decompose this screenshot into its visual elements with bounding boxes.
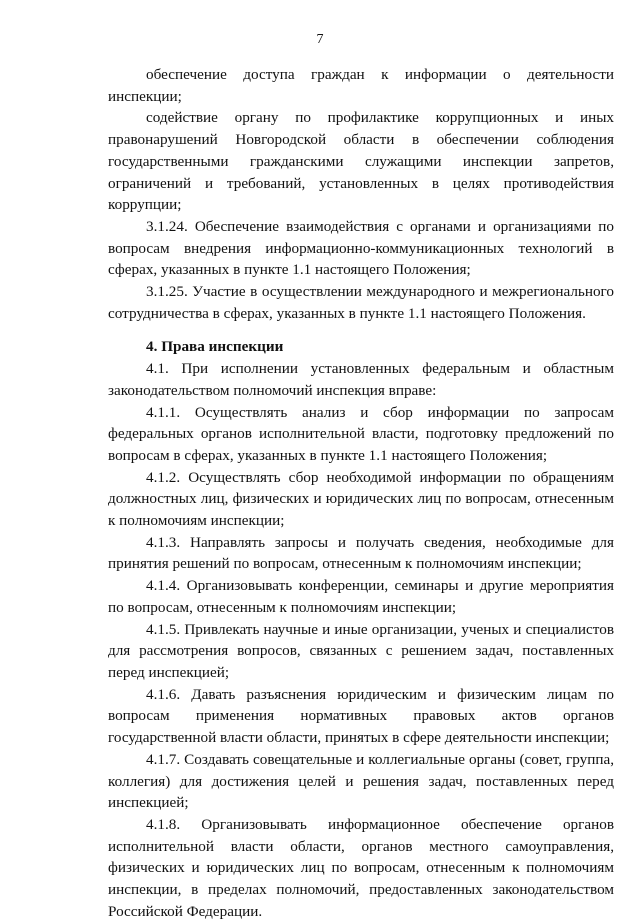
paragraph: 4.1.8. Организовывать информационное обеспечение органов исполнительной власти области, органов местного самоуправления, физических и юридических лиц по вопросам, отнесенным к полномочиям инспекции, в пределах полномочий, предоставленных законодательством Российской Федерации. <box>108 815 614 920</box>
paragraph: 4.1.2. Осуществлять сбор необходимой информации по обращениям должностных лиц, физических и юридических лиц по вопросам, отнесенным к полномочиям инспекции; <box>108 468 614 530</box>
paragraph: 4.1.3. Направлять запросы и получать сведения, необходимые для принятия решений по вопросам, отнесенным к полномочиям инспекции; <box>108 533 614 573</box>
paragraph: 4.1.7. Создавать совещательные и коллегиальные органы (совет, группа, коллегия) для достижения целей и решения задач, поставленных перед инспекцией; <box>108 750 614 812</box>
paragraph: 4.1.4. Организовывать конференции, семинары и другие мероприятия по вопросам, отнесенным к полномочиям инспекции; <box>108 577 614 616</box>
paragraph: 3.1.24. Обеспечение взаимодействия с органами и организациями по вопросам внедрения информационно-коммуникационных технологий в сферах, указанных в пункте 1.1 настоящего Положения; <box>108 217 614 279</box>
paragraph: 4.1.1. Осуществлять анализ и сбор информации по запросам федеральных органов исполнительной власти, подготовку предложений по вопросам в сферах, указанных в пункте 1.1 настоящего Положения; <box>108 403 614 464</box>
document-body <box>108 64 614 922</box>
paragraph: содействие органу по профилактике коррупционных и иных правонарушений Новгородской области в обеспечении соблюдения государственными гражданскими служащими инспекции запретов, ограничений и требований, установленных в целях противодействия коррупции; <box>108 109 614 214</box>
paragraph: 3.1.25. Участие в осуществлении международного и межрегионального сотрудничества в сферах, указанных в пункте 1.1 настоящего Положения. <box>108 283 614 322</box>
paragraph: 4.1.6. Давать разъяснения юридическим и физическим лицам по вопросам применения нормативных правовых актов органов государственной власти области, принятых в сфере деятельности инспекции; <box>108 685 614 747</box>
section-heading: 4. Права инспекции <box>146 338 284 356</box>
page-number: 7 <box>316 32 324 47</box>
paragraph: обеспечение доступа граждан к информации о деятельности инспекции; <box>108 66 614 105</box>
paragraph: 4.1. При исполнении установленных федеральным и областным законодательством полномочий инспекция вправе: <box>108 360 614 399</box>
paragraph: 4.1.5. Привлекать научные и иные организации, ученых и специалистов для рассмотрения вопросов, связанных с решением задач, поставленных перед инспекцией; <box>108 620 614 681</box>
